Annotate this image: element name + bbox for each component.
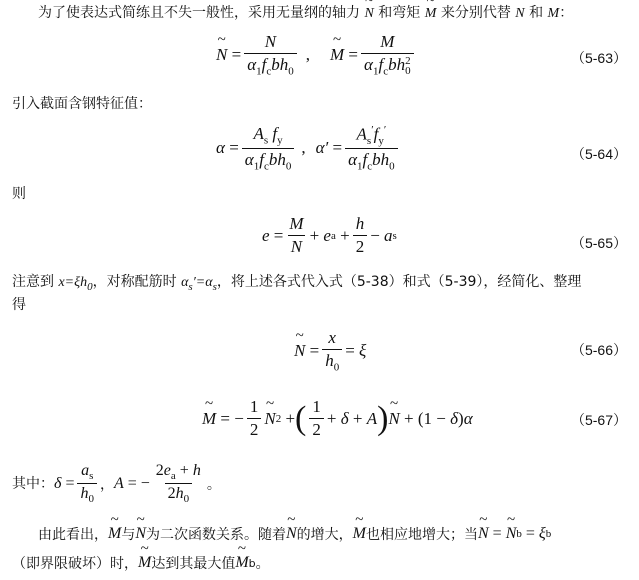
note-formula-2-rest: ′=α: [192, 275, 213, 290]
equation-number-5-65: （5-65）: [570, 235, 627, 251]
intro-line: [38, 4, 573, 23]
intro-text-2: 和弯矩: [373, 5, 425, 21]
note-formula-2: α: [181, 275, 189, 290]
sym-m-tilde: ~ M: [425, 5, 437, 23]
note-text-3: ，将上述各式代入式（5-38）和式（5-39），经简化、整理: [216, 274, 582, 290]
note-line-1: [12, 273, 581, 296]
sym-n-tilde: ~ N: [364, 5, 373, 23]
where-line: 其中： δ = $\frac{a_s}{h_0}$ ， A = − $\frac{2e_a + h}{2h_0}$ 。: [12, 462, 221, 506]
equation-number-5-64: （5-64）: [570, 146, 627, 162]
conclusion-text-3: 为二次函数关系。随着: [146, 527, 286, 543]
intro-colon: ：: [559, 5, 574, 21]
note-formula-2-sub2: s: [212, 280, 217, 293]
note-formula-1: x=ξh: [58, 275, 88, 290]
intro-text-1: 为了使表达式简练且不失一般性，采用无量纲的轴力: [38, 5, 365, 21]
sym-m: M: [547, 6, 560, 21]
equation-5-66: ~ N = $\frac{x}{h_0}$ = ξ: [294, 328, 366, 373]
where-label: 其中：: [12, 475, 54, 492]
equation-number-5-67: （5-67）: [570, 412, 627, 428]
equation-number-5-66: （5-66）: [570, 342, 627, 358]
conclusion-line-2: （即界限破坏）时， ~ M 达到其最大值 ~ M b 。: [12, 553, 270, 573]
equation-5-65: e = $\frac{M}{N}$ + e a + $\frac{h}{2}$ − a s: [262, 214, 397, 256]
equation-5-64: α = $\frac{A_s f_y}{\alpha_1f_cbh_0}$ , α′ = $\frac{A_s'f_y'}{\alpha_1f_cbh_0}$: [216, 124, 401, 172]
intro-text-4: 和: [524, 5, 548, 21]
note-formula-2-sub: s: [188, 280, 193, 293]
then-label: 则: [12, 186, 26, 202]
conclusion-text-7: 达到其最大值: [151, 556, 236, 572]
equation-5-63: ~ N = $\frac{N}{\alpha_1f_cbh_0}$ , ~ M = M $\alpha_1f_cbh$ 2 0: [216, 32, 417, 77]
note-formula-1-sub: 0: [87, 280, 93, 293]
section-intro: 引入截面含钢特征值：: [12, 96, 152, 112]
note-text-1: 注意到: [12, 274, 59, 290]
note-line-2: 得: [12, 297, 26, 313]
note-text-2: ，对称配筋时: [92, 274, 182, 290]
conclusion-text-6: （即界限破坏）时，: [12, 556, 138, 572]
conclusion-text-5: 也相应地增大；当: [366, 527, 478, 543]
intro-text-3: 来分别代替: [436, 5, 516, 21]
equation-number-5-63: （5-63）: [570, 50, 627, 66]
conclusion-text-2: 与: [121, 527, 136, 543]
conclusion-text-4: 的增大，: [296, 527, 353, 543]
sym-n: N: [515, 6, 525, 21]
equation-5-67: ~ M = − $\frac{1}{2}$ ~ N 2 + ( $\frac{1}{2}$ + δ + A ) ~ N + (1 − δ ) α: [202, 397, 473, 440]
conclusion-text-1: 由此看出，: [38, 527, 108, 543]
conclusion-line-1: 由此看出， ~ M 与 ~ N 为二次函数关系。随着 ~ N 的增大， ~ M 也相应地增大；当 ~ N = ~ N b = ξ b: [38, 524, 551, 544]
